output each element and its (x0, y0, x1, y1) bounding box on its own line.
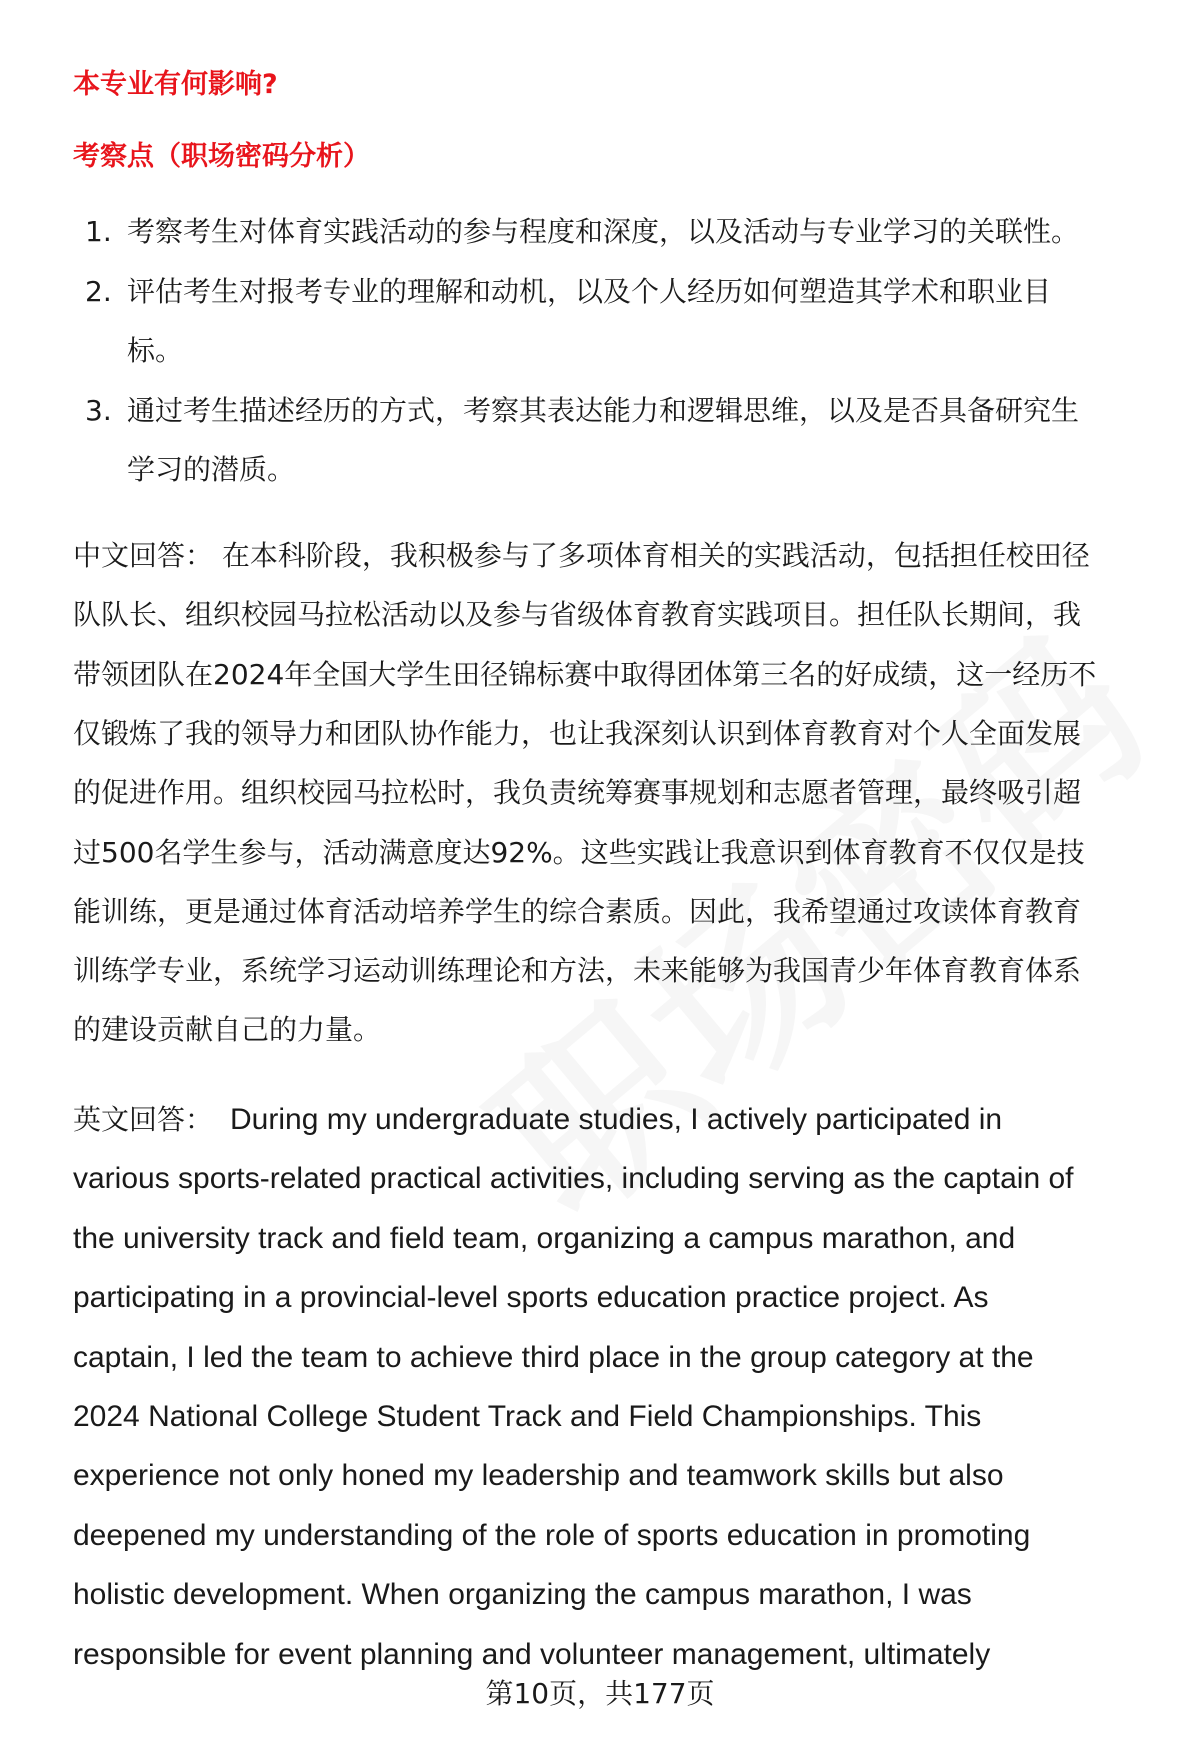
list-item-text: 通过考生描述经历的方式，考察其表达能力和逻辑思维，以及是否具备研究生 (127, 393, 1080, 427)
paragraph-line: 中文回答： 在本科阶段，我积极参与了多项体育相关的实践活动，包括担任校田径 (73, 539, 1090, 572)
paragraph-line: deepened my understanding of the role of sports education in promoting (73, 1518, 1031, 1552)
list-item-text: 考察考生对体育实践活动的参与程度和深度，以及活动与专业学习的关联性。 (127, 215, 1080, 248)
list-number: 3. (85, 393, 112, 427)
paragraph-line: 队队长、组织校园马拉松活动以及参与省级体育教育实践项目。担任队长期间，我 (73, 598, 1082, 632)
paragraph-line: responsible for event planning and volunteer management, ultimately (73, 1637, 991, 1671)
paragraph-line: 带领团队在2024年全国大学生田径锦标赛中取得团体第三名的好成绩，这一经历不 (73, 657, 1097, 691)
paragraph-line: During my undergraduate studies, I actively participated in (230, 1103, 1003, 1136)
paragraph-line: the university track and field team, organizing a campus marathon, and (73, 1221, 1016, 1255)
page-number: 第10页，共177页 (485, 1677, 715, 1710)
paragraph-line: 训练学专业，系统学习运动训练理论和方法，未来能够为我国青少年体育教育体系 (73, 954, 1082, 988)
paragraph-line: various sports-related practical activities, including serving as the captain of (73, 1162, 1074, 1196)
paragraph-line: 的促进作用。组织校园马拉松时，我负责统筹赛事规划和志愿者管理，最终吸引超 (73, 776, 1082, 810)
heading-analysis: 考察点（职场密码分析） (73, 141, 370, 172)
heading-impact: 本专业有何影响? (73, 69, 278, 100)
paragraph-line: 能训练，更是通过体育活动培养学生的综合素质。因此，我希望通过攻读体育教育 (73, 894, 1082, 928)
paragraph-line: 过500名学生参与，活动满意度达92%。这些实践让我意识到体育教育不仅仅是技 (73, 835, 1085, 869)
list-item-text: 学习的潜质。 (127, 453, 296, 486)
list-item-text: 标。 (127, 334, 184, 367)
paragraph-line: 的建设贡献自己的力量。 (73, 1013, 382, 1047)
paragraph-line: 2024 National College Student Track and Field Championships. This (73, 1400, 982, 1433)
list-item-text: 评估考生对报考专业的理解和动机，以及个人经历如何塑造其学术和职业目 (127, 274, 1052, 308)
paragraph-line: experience not only honed my leadership and teamwork skills but also (73, 1459, 1004, 1493)
paragraph-line: 仅锻炼了我的领导力和团队协作能力，也让我深刻认识到体育教育对个人全面发展 (73, 716, 1082, 750)
list-number: 2. (85, 274, 112, 308)
paragraph-line: captain, I led the team to achieve third place in the group category at the (73, 1340, 1034, 1374)
english-answer-label: 英文回答： (73, 1103, 214, 1136)
paragraph-line: participating in a provincial-level sports education practice project. As (73, 1281, 989, 1315)
paragraph-line: holistic development. When organizing the campus marathon, I was (73, 1578, 972, 1612)
list-number: 1. (85, 215, 112, 248)
